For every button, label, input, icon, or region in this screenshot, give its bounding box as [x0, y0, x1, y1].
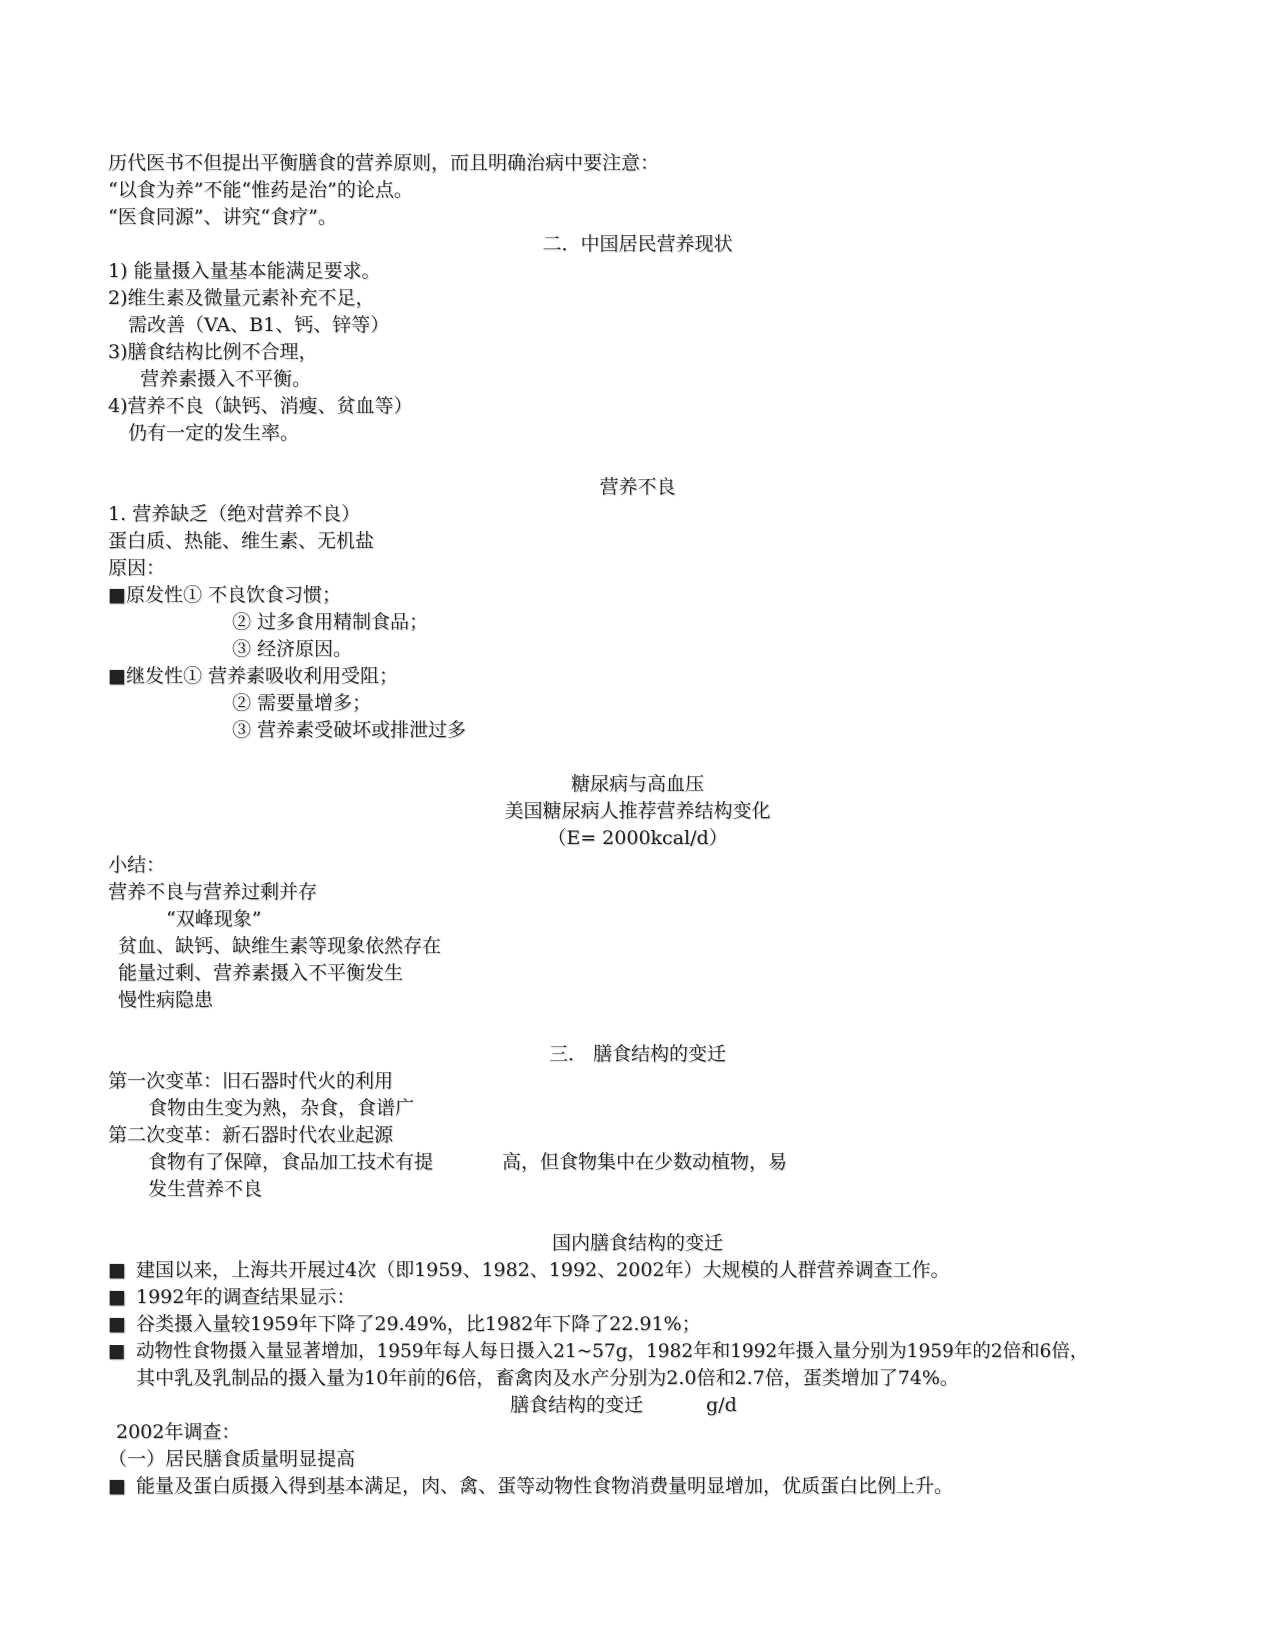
intro-line-2: “以食为养”不能“惟药是治”的论点。 [108, 179, 413, 201]
summary-line-1: 营养不良与营养过剩并存 [108, 881, 318, 903]
domestic-item-3 [108, 1311, 701, 1338]
status-item-4-cont: 仍有一定的发生率。 [128, 422, 300, 444]
domestic-item-2 [108, 1284, 355, 1311]
status-item-3: 3)膳食结构比例不合理， [108, 341, 318, 363]
survey-2002-section: （一）居民膳食质量明显提高 [108, 1448, 356, 1470]
bullet-icon: ■ [108, 1286, 126, 1308]
domestic-heading: 国内膳食结构的变迁 [551, 1232, 723, 1254]
intro-line-1: 历代医书不但提出平衡膳食的营养原则，而且明确治病中要注意： [108, 152, 660, 174]
change-1-detail: 食物由生变为熟，杂食，食谱广 [148, 1097, 415, 1119]
status-item-1: 1) 能量摄入量基本能满足要求。 [108, 260, 381, 282]
secondary-cause-1: ■继发性① 营养素吸收利用受阻； [108, 665, 398, 687]
malnutrition-line-1: 1. 营养缺乏（绝对营养不良） [108, 503, 361, 525]
change-2-detail-b: 高，但食物集中在少数动植物，易 [502, 1151, 788, 1173]
domestic-item-4-cont: 其中乳及乳制品的摄入量为10年前的6倍，畜禽肉及水产分别为2.0倍和2.7倍，蛋类增加了74%。 [136, 1367, 959, 1389]
change-2-detail-a: 食物有了保障，食品加工技术有提 [148, 1151, 434, 1173]
status-heading: 二．中国居民营养现状 [542, 233, 733, 255]
bullet-icon: ■ [108, 1341, 126, 1362]
domestic-item-4 [108, 1338, 1088, 1365]
structure-unit: g/d [706, 1394, 737, 1416]
diabetes-subheading: 美国糖尿病人推荐营养结构变化 [504, 800, 771, 822]
changes-heading: 三． 膳食结构的变迁 [548, 1043, 727, 1065]
bullet-icon: ■ [108, 1313, 126, 1335]
domestic-item-1-text: 建国以来，上海共开展过4次（即1959、1982、1992、2002年）大规模的人群营养调查工作。 [136, 1259, 950, 1281]
malnutrition-line-2: 蛋白质、热能、维生素、无机盐 [108, 530, 375, 552]
structure-subheading: 膳食结构的变迁 [510, 1394, 644, 1416]
summary-label: 小结： [108, 854, 166, 876]
domestic-item-3-text: 谷类摄入量较1959年下降了29.49%，比1982年下降了22.91%； [136, 1313, 701, 1335]
status-item-2-cont: 需改善（VA、B1、钙、锌等） [128, 314, 390, 336]
diabetes-heading: 糖尿病与高血压 [570, 773, 704, 795]
change-2-detail-c: 发生营养不良 [148, 1178, 263, 1200]
change-1: 第一次变革：旧石器时代火的利用 [108, 1070, 394, 1092]
diabetes-energy: （E= 2000kcal/d） [547, 827, 728, 849]
intro-line-3: “医食同源”、讲究“食疗”。 [108, 206, 337, 228]
domestic-item-2-text: 1992年的调查结果显示： [136, 1286, 356, 1308]
primary-cause-3: ③ 经济原因。 [232, 638, 353, 660]
bullet-icon: ■ [108, 1475, 126, 1497]
secondary-cause-3: ③ 营养素受破坏或排泄过多 [232, 719, 467, 741]
status-item-4: 4)营养不良（缺钙、消瘦、贫血等） [108, 395, 413, 417]
primary-cause-2: ② 过多食用精制食品； [232, 611, 429, 633]
malnutrition-line-3: 原因： [108, 557, 166, 579]
survey-2002-item-1-text: 能量及蛋白质摄入得到基本满足，肉、禽、蛋等动物性食物消费量明显增加，优质蛋白比例上升。 [136, 1475, 954, 1497]
domestic-item-1 [108, 1257, 950, 1284]
summary-line-3: 贫血、缺钙、缺维生素等现象依然存在 [118, 935, 442, 957]
status-item-2: 2)维生素及微量元素补充不足， [108, 287, 375, 309]
summary-line-4: 能量过剩、营养素摄入不平衡发生 [118, 962, 404, 984]
secondary-cause-2: ② 需要量增多； [232, 692, 372, 714]
change-2: 第二次变革：新石器时代农业起源 [108, 1124, 394, 1146]
summary-line-5: 慢性病隐患 [118, 989, 214, 1011]
summary-line-2: “双峰现象” [166, 908, 262, 930]
bullet-icon: ■ [108, 1259, 126, 1281]
status-item-3-cont: 营养素摄入不平衡。 [140, 368, 312, 390]
malnutrition-heading: 营养不良 [599, 476, 676, 498]
survey-2002-label: 2002年调查： [116, 1421, 241, 1443]
domestic-item-4-text: 动物性食物摄入量显著增加，1959年每人每日摄入21~57g，1982年和1992年摄入量分别为1959年的2倍和6倍， [136, 1341, 1089, 1362]
primary-cause-1: ■原发性① 不良饮食习惯； [108, 584, 341, 606]
survey-2002-item-1 [108, 1473, 953, 1500]
